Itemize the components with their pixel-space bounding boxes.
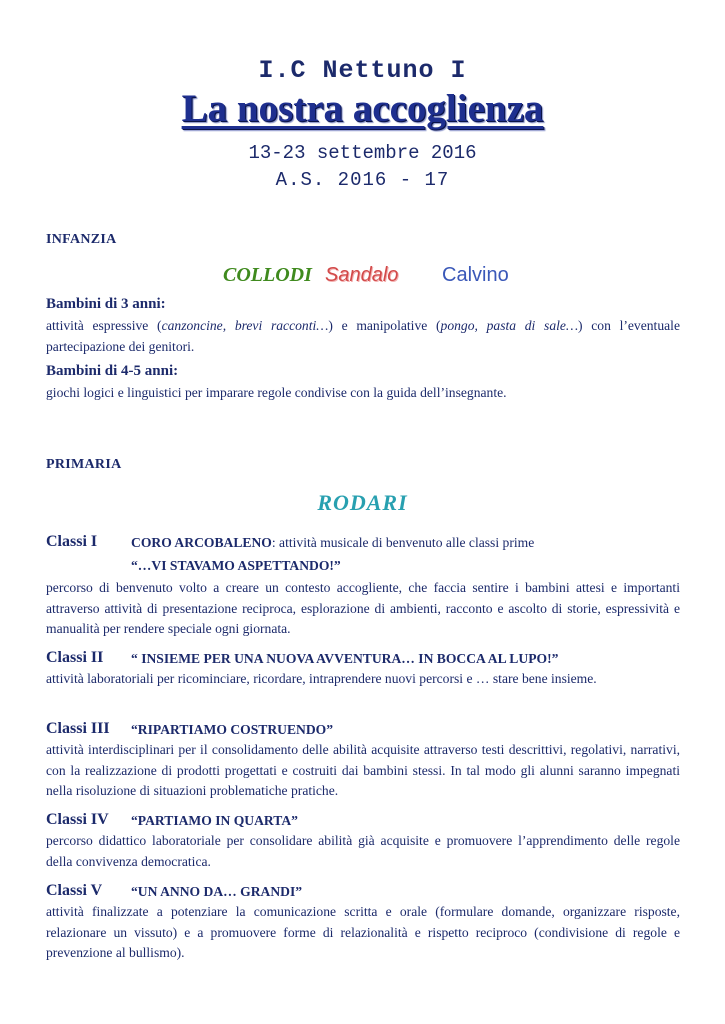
class-head-1: CORO ARCOBALENO: attività musicale di benvenuto alle classi prime [131,535,535,550]
page-title: La nostra accoglienza [181,87,544,130]
class-label-5: Classi V [46,882,103,899]
event-dates: 13-23 settembre 2016 [248,142,477,164]
class-head-2: “ INSIEME PER UNA NUOVA AVVENTURA… IN BOCCA AL LUPO!” [131,651,559,666]
class-text-5: attività finalizzate a potenziare la comunicazione scritta e orale (formulare domande, organizzare risposte, relazionare un vissuto) e a promuovere forme di relazionalità e rispetto reciproco (condivisione di regole e prevenzione al bullismo). [46,904,680,960]
school-year: A.S. 2016 - 17 [275,169,450,191]
class-text-1: percorso di benvenuto volto a creare un contesto accogliente, che faccia sentire i bambini attesi e importanti attraverso attività di presentazione reciproca, esplorazione di ambienti, racconto e ascolto di storie, espressività e manualità per rendere speciale ogni giornata. [46,580,680,636]
section-title-infanzia: INFANZIA [46,232,117,247]
class-label-1: Classi I [46,533,98,550]
class-label-2: Classi II [46,649,104,666]
class-head-5: “UN ANNO DA… GRANDI” [131,884,303,899]
school-collodi: COLLODI [223,264,312,286]
class-text-3: attività interdisciplinari per il consolidamento delle abilità acquisite attraverso testi descrittivi, regolativi, narrativi, con la realizzazione di prodotti progettati e costruiti dai bambini stessi. In tal modo gli alunni saranno impegnati nella risoluzione di situazioni problematiche pratiche. [46,742,680,798]
group-title-4-5-anni: Bambini di 4-5 anni: [46,363,179,379]
class-text-4: percorso didattico laboratoriale per consolidare abilità già acquisite e promuovere l’apprendimento delle regole della convivenza democratica. [46,833,680,869]
class-label-3: Classi III [46,720,110,737]
class-text-2: attività laboratoriali per ricominciare, ricordare, intraprendere nuovi percorsi e … stare bene insieme. [46,671,597,686]
school-sandalo: Sandalo [325,264,399,286]
class-subhead-1: “…VI STAVAMO ASPETTANDO!” [131,558,341,573]
group-text-4-5-anni: giochi logici e linguistici per imparare regole condivise con la guida dell’insegnante. [46,385,507,400]
school-calvino: Calvino [442,264,509,286]
class-head-3: “RIPARTIAMO COSTRUENDO” [131,722,334,737]
school-rodari: RODARI [317,490,408,515]
section-title-primaria: PRIMARIA [46,457,122,472]
school-name: I.C Nettuno I [258,56,467,85]
group-text-3-anni: attività espressive (canzoncine, brevi racconti…) e manipolative (pongo, pasta di sale…) con l’eventuale partecipazione dei genitori. [46,318,680,354]
group-title-3-anni: Bambini di 3 anni: [46,296,166,312]
class-label-4: Classi IV [46,811,109,828]
class-head-4: “PARTIAMO IN QUARTA” [131,813,298,828]
